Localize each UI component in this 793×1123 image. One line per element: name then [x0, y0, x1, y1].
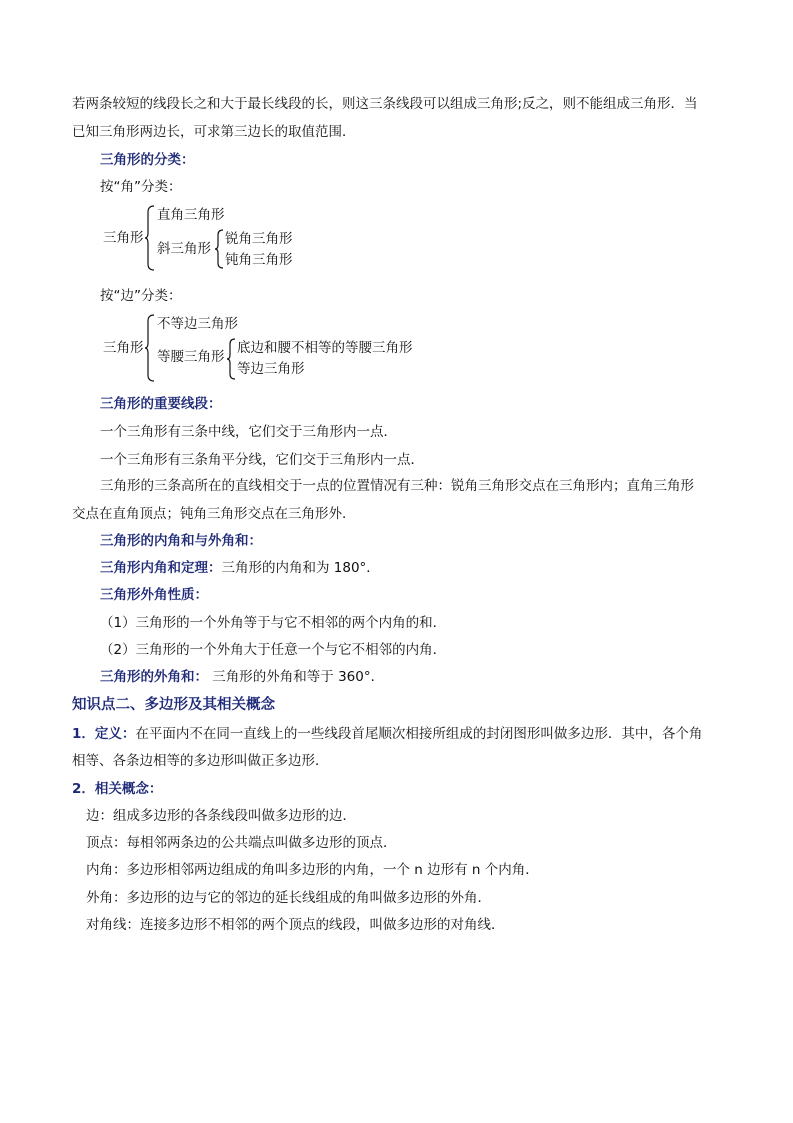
concept-vertex: 顶点：每相邻两条边的公共端点叫做多边形的顶点． [86, 835, 397, 851]
exterior-property-label: 三角形外角性质： [100, 587, 208, 603]
equilateral-triangle: 等边三角形 [237, 361, 305, 377]
definition-row [72, 725, 702, 743]
isosceles-triangle: 等腰三角形 [157, 349, 225, 365]
by-angle-brace-inner [215, 229, 224, 269]
median-text: 一个三角形有三条中线，它们交于三角形内一点． [100, 424, 397, 440]
concepts-label: 2．相关概念： [72, 781, 163, 797]
concept-diagonal: 对角线：连接多边形不相邻的两个顶点的线段，叫做多边形的对角线． [86, 917, 505, 933]
by-angle-brace-outer [145, 205, 155, 271]
intro-line-1: 若两条较短的线段长之和大于最长线段的长，则这三条线段可以组成三角形;反之，则不能组成三角形．当 [72, 96, 698, 112]
interior-sum-label: 三角形内角和定理： [100, 560, 222, 576]
exterior-sum-row [100, 668, 384, 686]
exterior-sum-text: 三角形的外角和等于 360°． [208, 669, 385, 685]
intro-line-2: 已知三角形两边长，可求第三边长的取值范围． [72, 124, 356, 140]
by-angle-root: 三角形 [103, 230, 144, 246]
interior-sum-row [100, 559, 380, 577]
section2-title: 知识点二、多边形及其相关概念 [72, 697, 275, 713]
by-angle-label: 按“角”分类： [100, 179, 182, 195]
segments-title: 三角形的重要线段： [100, 396, 222, 412]
exterior-property-1: （1）三角形的一个外角等于与它不相邻的两个内角的和． [100, 615, 447, 631]
by-side-label: 按“边”分类： [100, 288, 182, 304]
obtuse-triangle: 钝角三角形 [225, 252, 293, 268]
bisector-text: 一个三角形有三条角平分线，它们交于三角形内一点． [100, 452, 424, 468]
by-side-root: 三角形 [103, 340, 144, 356]
definition-label: 1．定义： [72, 726, 136, 742]
exterior-property-2: （2）三角形的一个外角大于任意一个与它不相邻的内角． [100, 642, 447, 658]
exterior-sum-label: 三角形的外角和： [100, 669, 208, 685]
scalene-triangle: 不等边三角形 [157, 316, 238, 332]
altitude-line-2: 交点在直角顶点；钝角三角形交点在三角形外. [72, 506, 347, 522]
definition-text-1: 在平面内不在同一直线上的一些线段首尾顺次相接所组成的封闭图形叫做多边形．其中，各个角 [135, 726, 703, 742]
oblique-triangle: 斜三角形 [157, 241, 211, 257]
acute-triangle: 锐角三角形 [225, 231, 293, 247]
interior-sum-text: 三角形的内角和为 180°． [221, 560, 380, 576]
concept-side: 边：组成多边形的各条线段叫做多边形的边． [86, 808, 356, 824]
isosceles-not-equilateral: 底边和腰不相等的等腰三角形 [237, 340, 413, 356]
concept-interior-angle: 内角：多边形相邻两边组成的角叫多边形的内角，一个 n 边形有 n 个内角． [86, 862, 539, 878]
definition-text-2: 相等、各条边相等的多边形叫做正多边形． [72, 753, 329, 769]
right-triangle: 直角三角形 [157, 207, 225, 223]
classification-title: 三角形的分类： [100, 152, 195, 168]
concept-exterior-angle: 外角：多边形的边与它的邻边的延长线组成的角叫做多边形的外角． [86, 890, 491, 906]
by-side-brace-inner [227, 338, 236, 380]
by-side-brace-outer [145, 314, 155, 382]
altitude-line-1: 三角形的三条高所在的直线相交于一点的位置情况有三种：锐角三角形交点在三角形内；直角三角形 [100, 478, 694, 494]
angles-title: 三角形的内角和与外角和： [100, 533, 262, 549]
